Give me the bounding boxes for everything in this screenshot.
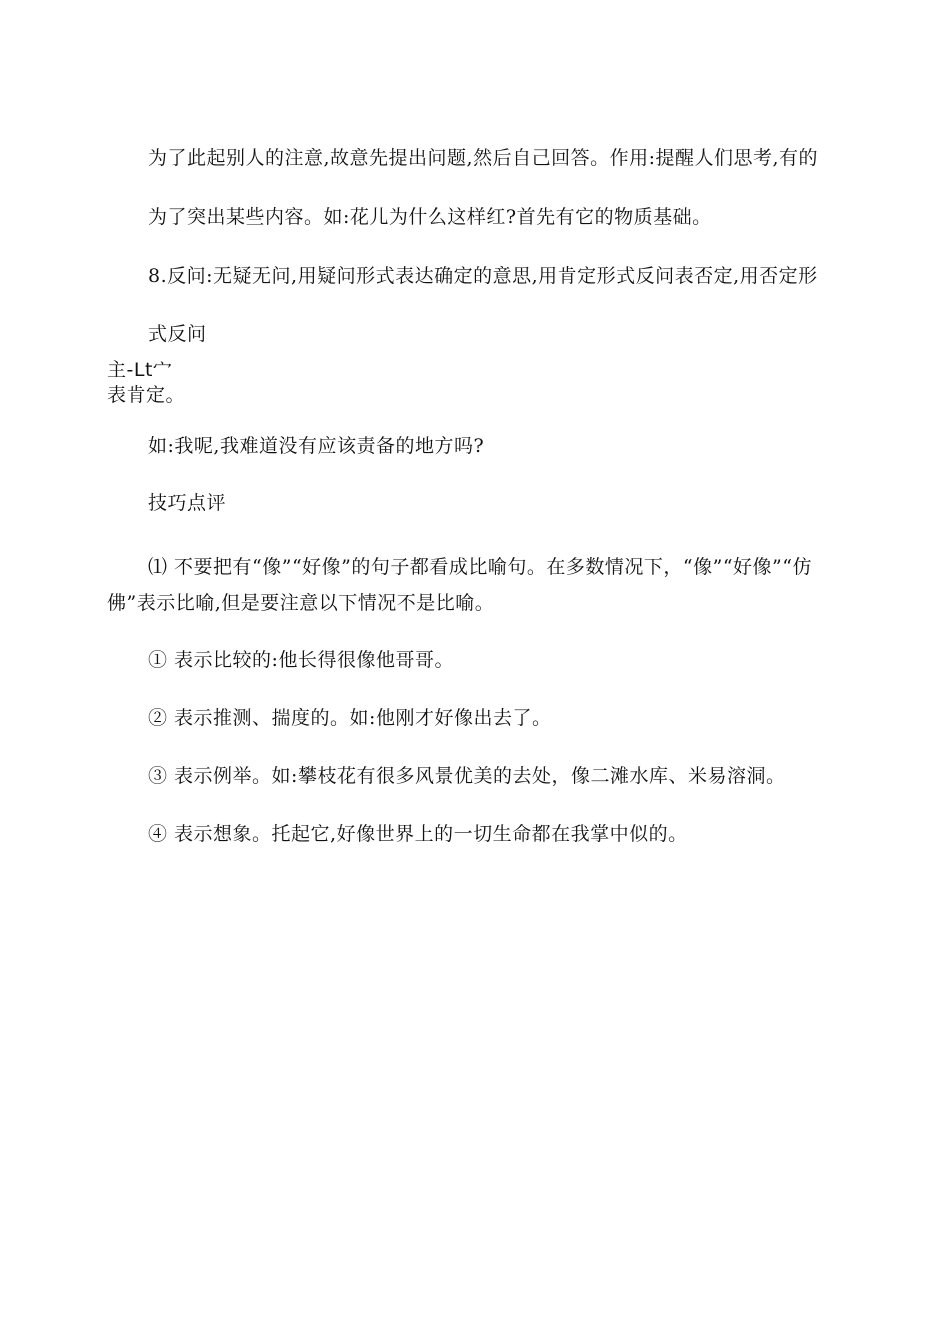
paragraph-line-4: 式反问 xyxy=(148,323,207,345)
list-item-4: ④ 表示想象。托起它,好像世界上的一切生命都在我掌中似的。 xyxy=(148,823,688,845)
paragraph-line-1: 为了此起别人的注意,故意先提出问题,然后自己回答。作用:提醒人们思考,有的 xyxy=(148,147,819,169)
garbled-text-fragment: 主-Lt宀 xyxy=(107,359,173,381)
section-heading: 技巧点评 xyxy=(148,492,227,514)
paragraph-line-3: 8.反问:无疑无问,用疑问形式表达确定的意思,用肯定形式反问表否定,用否定形 xyxy=(148,265,818,287)
tip-paragraph-line-1: ⑴ 不要把有“像”“好像”的句子都看成比喻句。在多数情况下，“像”“好像”“仿 xyxy=(148,556,812,578)
list-item-1: ① 表示比较的:他长得很像他哥哥。 xyxy=(148,649,454,671)
paragraph-line-2: 为了突出某些内容。如:花儿为什么这样红?首先有它的物质基础。 xyxy=(148,206,712,228)
example-line: 如:我呢,我难道没有应该责备的地方吗? xyxy=(148,435,485,457)
tip-paragraph-line-2: 佛”表示比喻,但是要注意以下情况不是比喻。 xyxy=(107,592,495,614)
list-item-2: ② 表示推测、揣度的。如:他刚才好像出去了。 xyxy=(148,707,552,729)
paragraph-line-5: 表肯定。 xyxy=(107,384,186,406)
list-item-3: ③ 表示例举。如:攀枝花有很多风景优美的去处，像二滩水库、米易溶洞。 xyxy=(148,765,786,787)
